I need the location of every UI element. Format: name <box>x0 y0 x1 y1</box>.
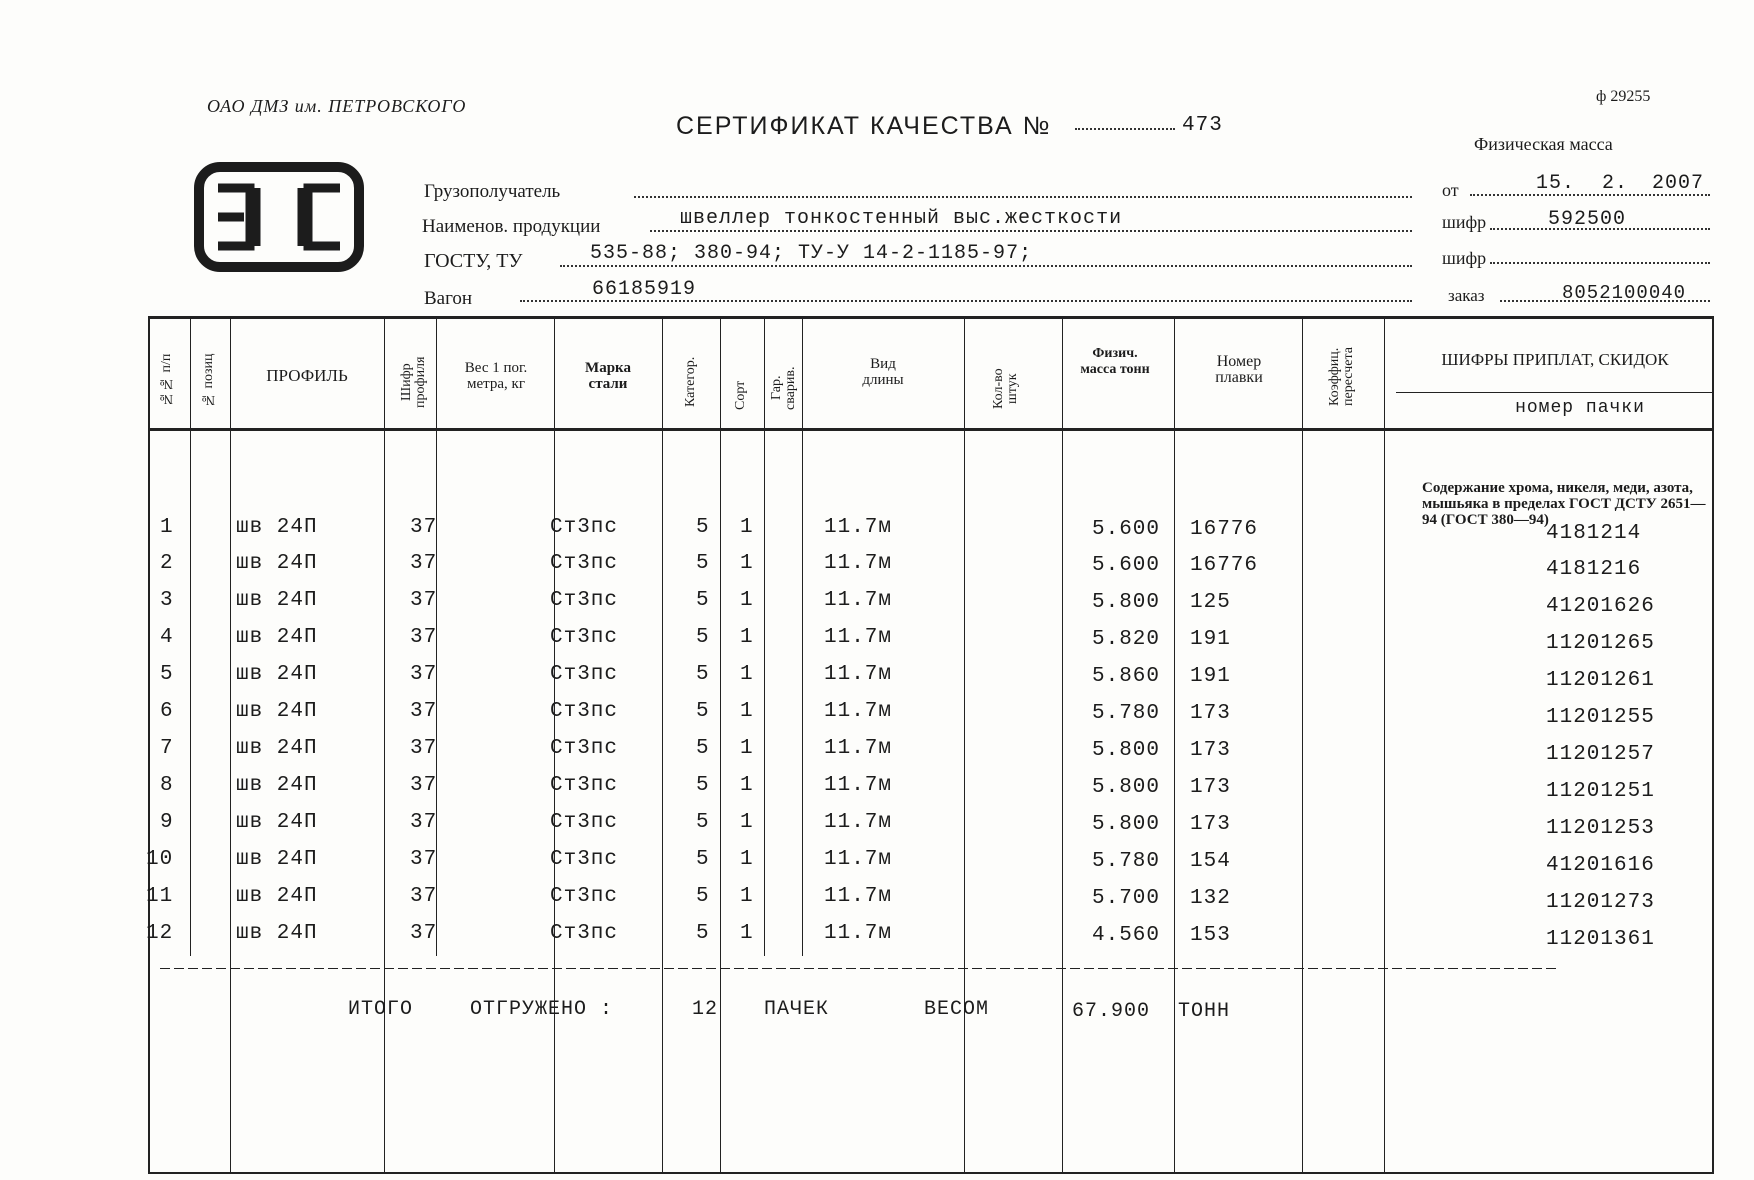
row-grade: 1 <box>740 516 754 539</box>
row-mass: 5.800 <box>1092 591 1161 614</box>
row-melt: 173 <box>1190 702 1231 725</box>
col-line-3 <box>384 316 385 1172</box>
col-head-grade: Сорт <box>733 380 748 410</box>
row-melt: 173 <box>1190 813 1231 836</box>
row-length: 11.7м <box>824 589 893 612</box>
row-mass: 5.600 <box>1092 554 1161 577</box>
row-profile: шв 24П <box>236 774 318 797</box>
col-line-1 <box>190 316 191 956</box>
col-head-coef: Коэффиц. пересчета <box>1327 347 1356 407</box>
row-melt: 153 <box>1190 924 1231 947</box>
code2-line <box>1490 262 1710 264</box>
col-head-profile-code: Шифр профиля <box>399 356 428 408</box>
row-num: 6 <box>160 700 174 723</box>
header-bottom-border <box>148 428 1714 431</box>
factory-logo <box>194 162 364 272</box>
product-line <box>650 230 1412 232</box>
row-category: 5 <box>696 700 710 723</box>
consignee-label: Грузополучатель <box>424 181 561 202</box>
row-category: 5 <box>696 737 710 760</box>
row-melt: 16776 <box>1190 518 1259 541</box>
row-code: 37 <box>410 589 438 612</box>
row-profile: шв 24П <box>236 737 318 760</box>
row-mass: 5.860 <box>1092 665 1161 688</box>
row-mass: 4.560 <box>1092 924 1161 947</box>
consignee-line <box>634 196 1412 198</box>
row-steel: Ст3пс <box>550 922 619 945</box>
row-grade: 1 <box>740 552 754 575</box>
wagon-label: Вагон <box>424 288 473 309</box>
wagon-value: 66185919 <box>592 278 697 301</box>
col-head-melt: Номер плавки <box>1215 353 1263 386</box>
row-code: 37 <box>410 848 438 871</box>
cert-number-line <box>1075 128 1175 130</box>
row-num: 7 <box>160 737 174 760</box>
row-category: 5 <box>696 663 710 686</box>
col-line-0 <box>148 316 150 1174</box>
row-steel: Ст3пс <box>550 811 619 834</box>
totals-shipped: ОТГРУЖЕНО : <box>470 998 614 1021</box>
row-grade: 1 <box>740 922 754 945</box>
row-melt: 173 <box>1190 739 1231 762</box>
row-mass: 5.700 <box>1092 887 1161 910</box>
composition-note: Содержание хрома, никеля, меди, азота, мышьяка в пределах ГОСТ ДСТУ 2651—94 (ГОСТ 380—94) <box>1422 480 1706 528</box>
row-profile: шв 24П <box>236 552 318 575</box>
codes-header-divider <box>1396 392 1714 393</box>
col-line-14 <box>1384 316 1385 1172</box>
code1-value: 592500 <box>1548 208 1627 231</box>
row-length: 11.7м <box>824 811 893 834</box>
row-profile: шв 24П <box>236 626 318 649</box>
col-head-pos: № позиц <box>201 353 216 407</box>
row-num: 12 <box>146 922 174 945</box>
row-steel: Ст3пс <box>550 552 619 575</box>
product-label: Наименов. продукции <box>422 216 601 237</box>
col-head-weld: Гар. сварив. <box>769 366 798 410</box>
totals-unit: ТОНН <box>1178 1000 1231 1023</box>
row-mass: 5.800 <box>1092 776 1161 799</box>
company-name: ОАО ДМЗ им. ПЕТРОВСКОГО <box>207 96 467 116</box>
row-profile: шв 24П <box>236 885 318 908</box>
totals-packs: ПАЧЕК <box>764 998 830 1021</box>
row-length: 11.7м <box>824 663 893 686</box>
date-year: 2007 <box>1652 172 1705 195</box>
row-melt: 16776 <box>1190 554 1259 577</box>
row-mass: 5.800 <box>1092 739 1161 762</box>
code1-label: шифр <box>1442 212 1487 232</box>
row-pack: 11201273 <box>1546 891 1655 914</box>
row-mass: 5.780 <box>1092 850 1161 873</box>
row-code: 37 <box>410 626 438 649</box>
gost-line <box>560 265 1412 267</box>
row-num: 8 <box>160 774 174 797</box>
row-code: 37 <box>410 774 438 797</box>
row-melt: 173 <box>1190 776 1231 799</box>
col-line-10 <box>964 316 965 1172</box>
col-line-9 <box>802 316 803 956</box>
row-num: 2 <box>160 552 174 575</box>
row-code: 37 <box>410 516 438 539</box>
row-profile: шв 24П <box>236 922 318 945</box>
col-head-num: №№ п/п <box>159 353 174 407</box>
row-steel: Ст3пс <box>550 848 619 871</box>
row-grade: 1 <box>740 848 754 871</box>
totals-label: ИТОГО <box>348 998 414 1021</box>
row-length: 11.7м <box>824 626 893 649</box>
row-melt: 191 <box>1190 665 1231 688</box>
row-category: 5 <box>696 922 710 945</box>
row-steel: Ст3пс <box>550 885 619 908</box>
mass-type: Физическая масса <box>1474 134 1613 154</box>
row-length: 11.7м <box>824 922 893 945</box>
col-line-12 <box>1174 316 1175 1172</box>
row-category: 5 <box>696 589 710 612</box>
logo-mark-icon <box>204 172 354 262</box>
row-code: 37 <box>410 811 438 834</box>
row-grade: 1 <box>740 589 754 612</box>
row-num: 9 <box>160 811 174 834</box>
row-pack: 11201361 <box>1546 928 1655 951</box>
col-line-7 <box>720 316 721 1172</box>
col-line-8 <box>764 316 765 956</box>
row-profile: шв 24П <box>236 811 318 834</box>
row-code: 37 <box>410 737 438 760</box>
row-pack: 11201255 <box>1546 706 1655 729</box>
row-steel: Ст3пс <box>550 626 619 649</box>
totals-count: 12 <box>692 998 719 1021</box>
row-steel: Ст3пс <box>550 663 619 686</box>
date-day: 15. <box>1536 172 1576 195</box>
row-num: 10 <box>146 848 174 871</box>
row-pack: 11201251 <box>1546 780 1655 803</box>
row-pack: 11201253 <box>1546 817 1655 840</box>
row-profile: шв 24П <box>236 700 318 723</box>
row-code: 37 <box>410 885 438 908</box>
row-num: 3 <box>160 589 174 612</box>
row-pack: 41201626 <box>1546 595 1655 618</box>
row-mass: 5.820 <box>1092 628 1161 651</box>
col-line-15 <box>1712 316 1714 1174</box>
row-profile: шв 24П <box>236 589 318 612</box>
code2-label: шифр <box>1442 248 1487 268</box>
col-head-weight: Вес 1 пог. метра, кг <box>464 360 528 392</box>
certificate-title-text: СЕРТИФИКАТ КАЧЕСТВА № <box>676 112 1052 140</box>
row-mass: 5.780 <box>1092 702 1161 725</box>
gost-label: ГОСТУ, ТУ <box>424 250 523 272</box>
row-grade: 1 <box>740 663 754 686</box>
row-num: 11 <box>146 885 174 908</box>
row-grade: 1 <box>740 885 754 908</box>
totals-weight-label: ВЕСОМ <box>924 998 990 1021</box>
row-category: 5 <box>696 552 710 575</box>
order-label: заказ <box>1448 286 1485 305</box>
totals-weight: 67.900 <box>1072 1000 1151 1023</box>
col-head-length: Вид длины <box>862 356 904 388</box>
row-length: 11.7м <box>824 848 893 871</box>
row-melt: 132 <box>1190 887 1231 910</box>
product-value: швеллер тонкостенный выс.жесткости <box>680 207 1123 230</box>
row-pack: 4181214 <box>1546 522 1642 545</box>
row-length: 11.7м <box>824 552 893 575</box>
totals-divider <box>160 968 1560 969</box>
row-code: 37 <box>410 700 438 723</box>
row-grade: 1 <box>740 626 754 649</box>
form-code: ф 29255 <box>1596 88 1651 105</box>
row-grade: 1 <box>740 774 754 797</box>
table-bottom-border <box>150 1172 1714 1174</box>
date-label: от <box>1442 180 1459 200</box>
col-line-2 <box>230 316 231 1172</box>
col-head-mass: Физич. масса тонн <box>1080 346 1150 377</box>
col-head-codes: ШИФРЫ ПРИПЛАТ, СКИДОК <box>1441 350 1669 369</box>
row-code: 37 <box>410 663 438 686</box>
row-grade: 1 <box>740 811 754 834</box>
row-category: 5 <box>696 848 710 871</box>
row-steel: Ст3пс <box>550 774 619 797</box>
col-line-6 <box>662 316 663 1172</box>
row-length: 11.7м <box>824 737 893 760</box>
row-pack: 4181216 <box>1546 558 1642 581</box>
col-head-pack: номер пачки <box>1515 398 1645 418</box>
row-pack: 11201257 <box>1546 743 1655 766</box>
row-num: 5 <box>160 663 174 686</box>
row-melt: 154 <box>1190 850 1231 873</box>
row-steel: Ст3пс <box>550 516 619 539</box>
row-length: 11.7м <box>824 700 893 723</box>
row-profile: шв 24П <box>236 848 318 871</box>
row-grade: 1 <box>740 737 754 760</box>
row-length: 11.7м <box>824 516 893 539</box>
row-mass: 5.600 <box>1092 518 1161 541</box>
row-mass: 5.800 <box>1092 813 1161 836</box>
row-length: 11.7м <box>824 885 893 908</box>
col-head-profile: ПРОФИЛЬ <box>266 366 348 385</box>
row-num: 1 <box>160 516 174 539</box>
col-head-steel: Марка стали <box>585 360 631 392</box>
order-value: 8052100040 <box>1562 282 1687 304</box>
row-pack: 11201265 <box>1546 632 1655 655</box>
row-num: 4 <box>160 626 174 649</box>
row-code: 37 <box>410 922 438 945</box>
row-category: 5 <box>696 774 710 797</box>
row-steel: Ст3пс <box>550 589 619 612</box>
row-pack: 11201261 <box>1546 669 1655 692</box>
row-grade: 1 <box>740 700 754 723</box>
table-top-border <box>148 316 1714 319</box>
row-length: 11.7м <box>824 774 893 797</box>
col-line-11 <box>1062 316 1063 1172</box>
row-category: 5 <box>696 516 710 539</box>
row-profile: шв 24П <box>236 663 318 686</box>
row-melt: 191 <box>1190 628 1231 651</box>
row-melt: 125 <box>1190 591 1231 614</box>
certificate-number: 473 <box>1182 114 1223 137</box>
col-line-13 <box>1302 316 1303 1172</box>
gost-value: 535-88; 380-94; ТУ-У 14-2-1185-97; <box>590 242 1033 265</box>
col-head-category: Категор. <box>683 356 698 408</box>
row-category: 5 <box>696 811 710 834</box>
col-head-count: Кол-во штук <box>991 368 1020 410</box>
row-profile: шв 24П <box>236 516 318 539</box>
certificate-title <box>676 112 1051 141</box>
row-steel: Ст3пс <box>550 700 619 723</box>
row-code: 37 <box>410 552 438 575</box>
row-pack: 41201616 <box>1546 854 1655 877</box>
row-steel: Ст3пс <box>550 737 619 760</box>
row-category: 5 <box>696 626 710 649</box>
row-category: 5 <box>696 885 710 908</box>
date-month: 2. <box>1602 172 1629 195</box>
